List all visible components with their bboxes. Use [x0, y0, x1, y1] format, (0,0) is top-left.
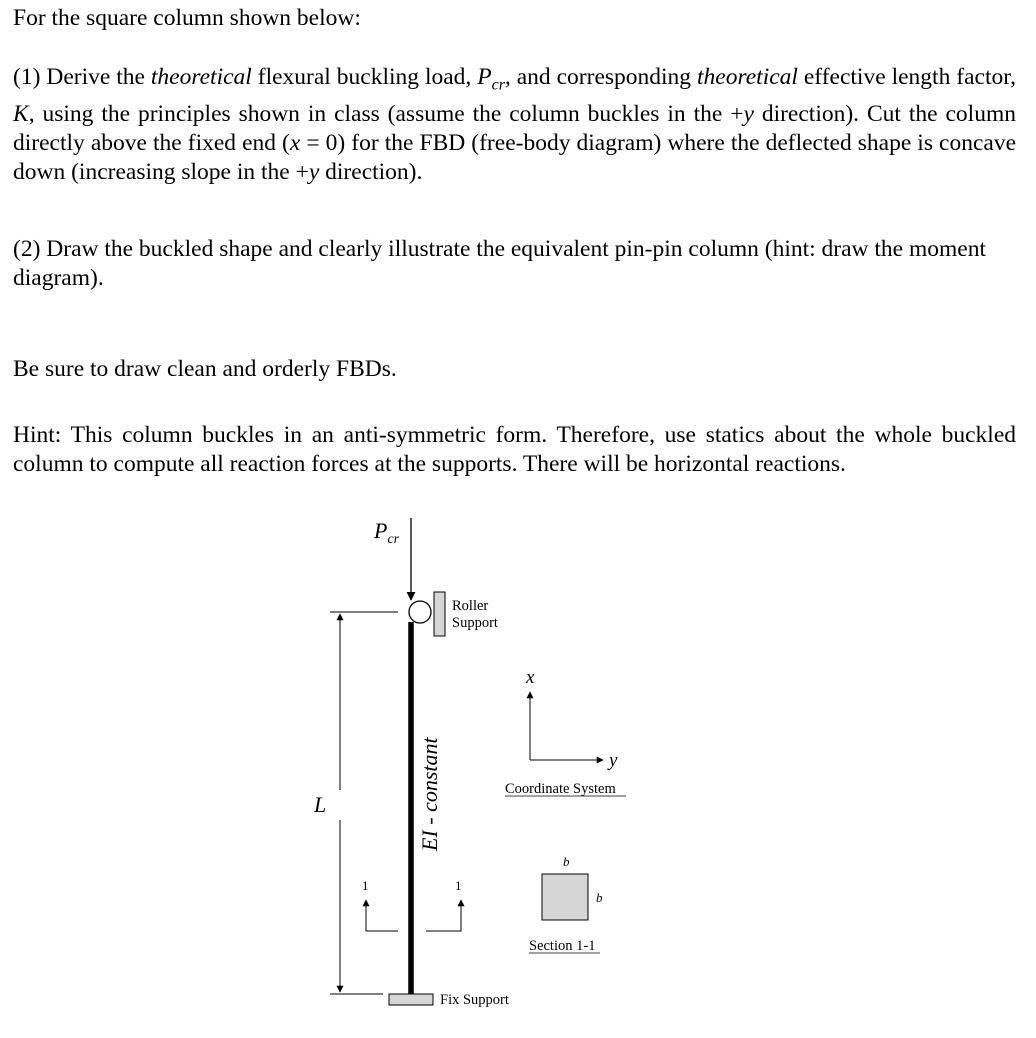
q1-symbol-y: y	[743, 100, 754, 127]
q1-part: direction).	[319, 158, 423, 185]
axis-y-label: y	[609, 750, 618, 771]
q1-part: direction). Cut the column directly above the fixed end (	[13, 100, 1016, 156]
q1-symbol-y: y	[308, 158, 320, 185]
question-2: (2) Draw the buckled shape and clearly illustrate the equivalent pin-pin column (hint: draw the moment diagram).	[13, 236, 986, 291]
section-cut-right	[426, 903, 461, 931]
axis-x-label: x	[526, 667, 535, 688]
coordinate-caption: Coordinate System	[505, 781, 616, 797]
fix-support-plate	[389, 994, 433, 1005]
q1-italic-theoretical: theoretical	[697, 64, 798, 90]
intro-text: For the square column shown below:	[13, 5, 361, 31]
q1-part: = 0) for the FBD (free-body diagram) where the deflected shape is concave down (increasing slope in the +	[13, 129, 1016, 185]
q1-part: effective length factor,	[797, 64, 1016, 90]
q1-part: flexural buckling load,	[251, 64, 478, 90]
hint-text: Hint: This column buckles in an anti-symmetric form. Therefore, use statics about the whole buckled column to compute all reaction forces at the supports. There will be horizontal reactions.	[13, 422, 1016, 477]
section-square	[542, 874, 588, 920]
length-label: L	[314, 792, 327, 817]
load-label: $P_{cr}$	[374, 518, 400, 547]
q1-italic-theoretical: theoretical	[150, 64, 252, 90]
q1-subscript-cr: cr	[491, 76, 505, 94]
load-label-subscript: cr	[387, 532, 400, 547]
roller-plate	[434, 592, 445, 636]
roller-circle	[409, 601, 431, 623]
q1-part: , and corresponding	[504, 64, 697, 90]
roller-label: Support	[452, 615, 498, 631]
section-caption: Section 1-1	[529, 938, 596, 954]
q1-symbol-k: K	[13, 100, 29, 127]
section-cut-number: 1	[455, 878, 462, 893]
instruction-text: Be sure to draw clean and orderly FBDs.	[13, 356, 397, 382]
section-cut-number: 1	[362, 878, 369, 893]
section-b-side: b	[596, 890, 603, 905]
section-b-top: b	[563, 854, 570, 869]
roller-label: Roller	[452, 598, 489, 614]
q1-part: , using the principles shown in class (assume the column buckles in the +	[28, 100, 744, 127]
ei-label: EI - constant	[417, 737, 442, 851]
q1-symbol-x: x	[289, 129, 301, 156]
q1-symbol-p: P	[477, 64, 492, 90]
fix-support-label: Fix Support	[440, 992, 509, 1008]
section-cut-left	[366, 903, 398, 931]
q1-part: (1) Derive the	[13, 64, 151, 90]
